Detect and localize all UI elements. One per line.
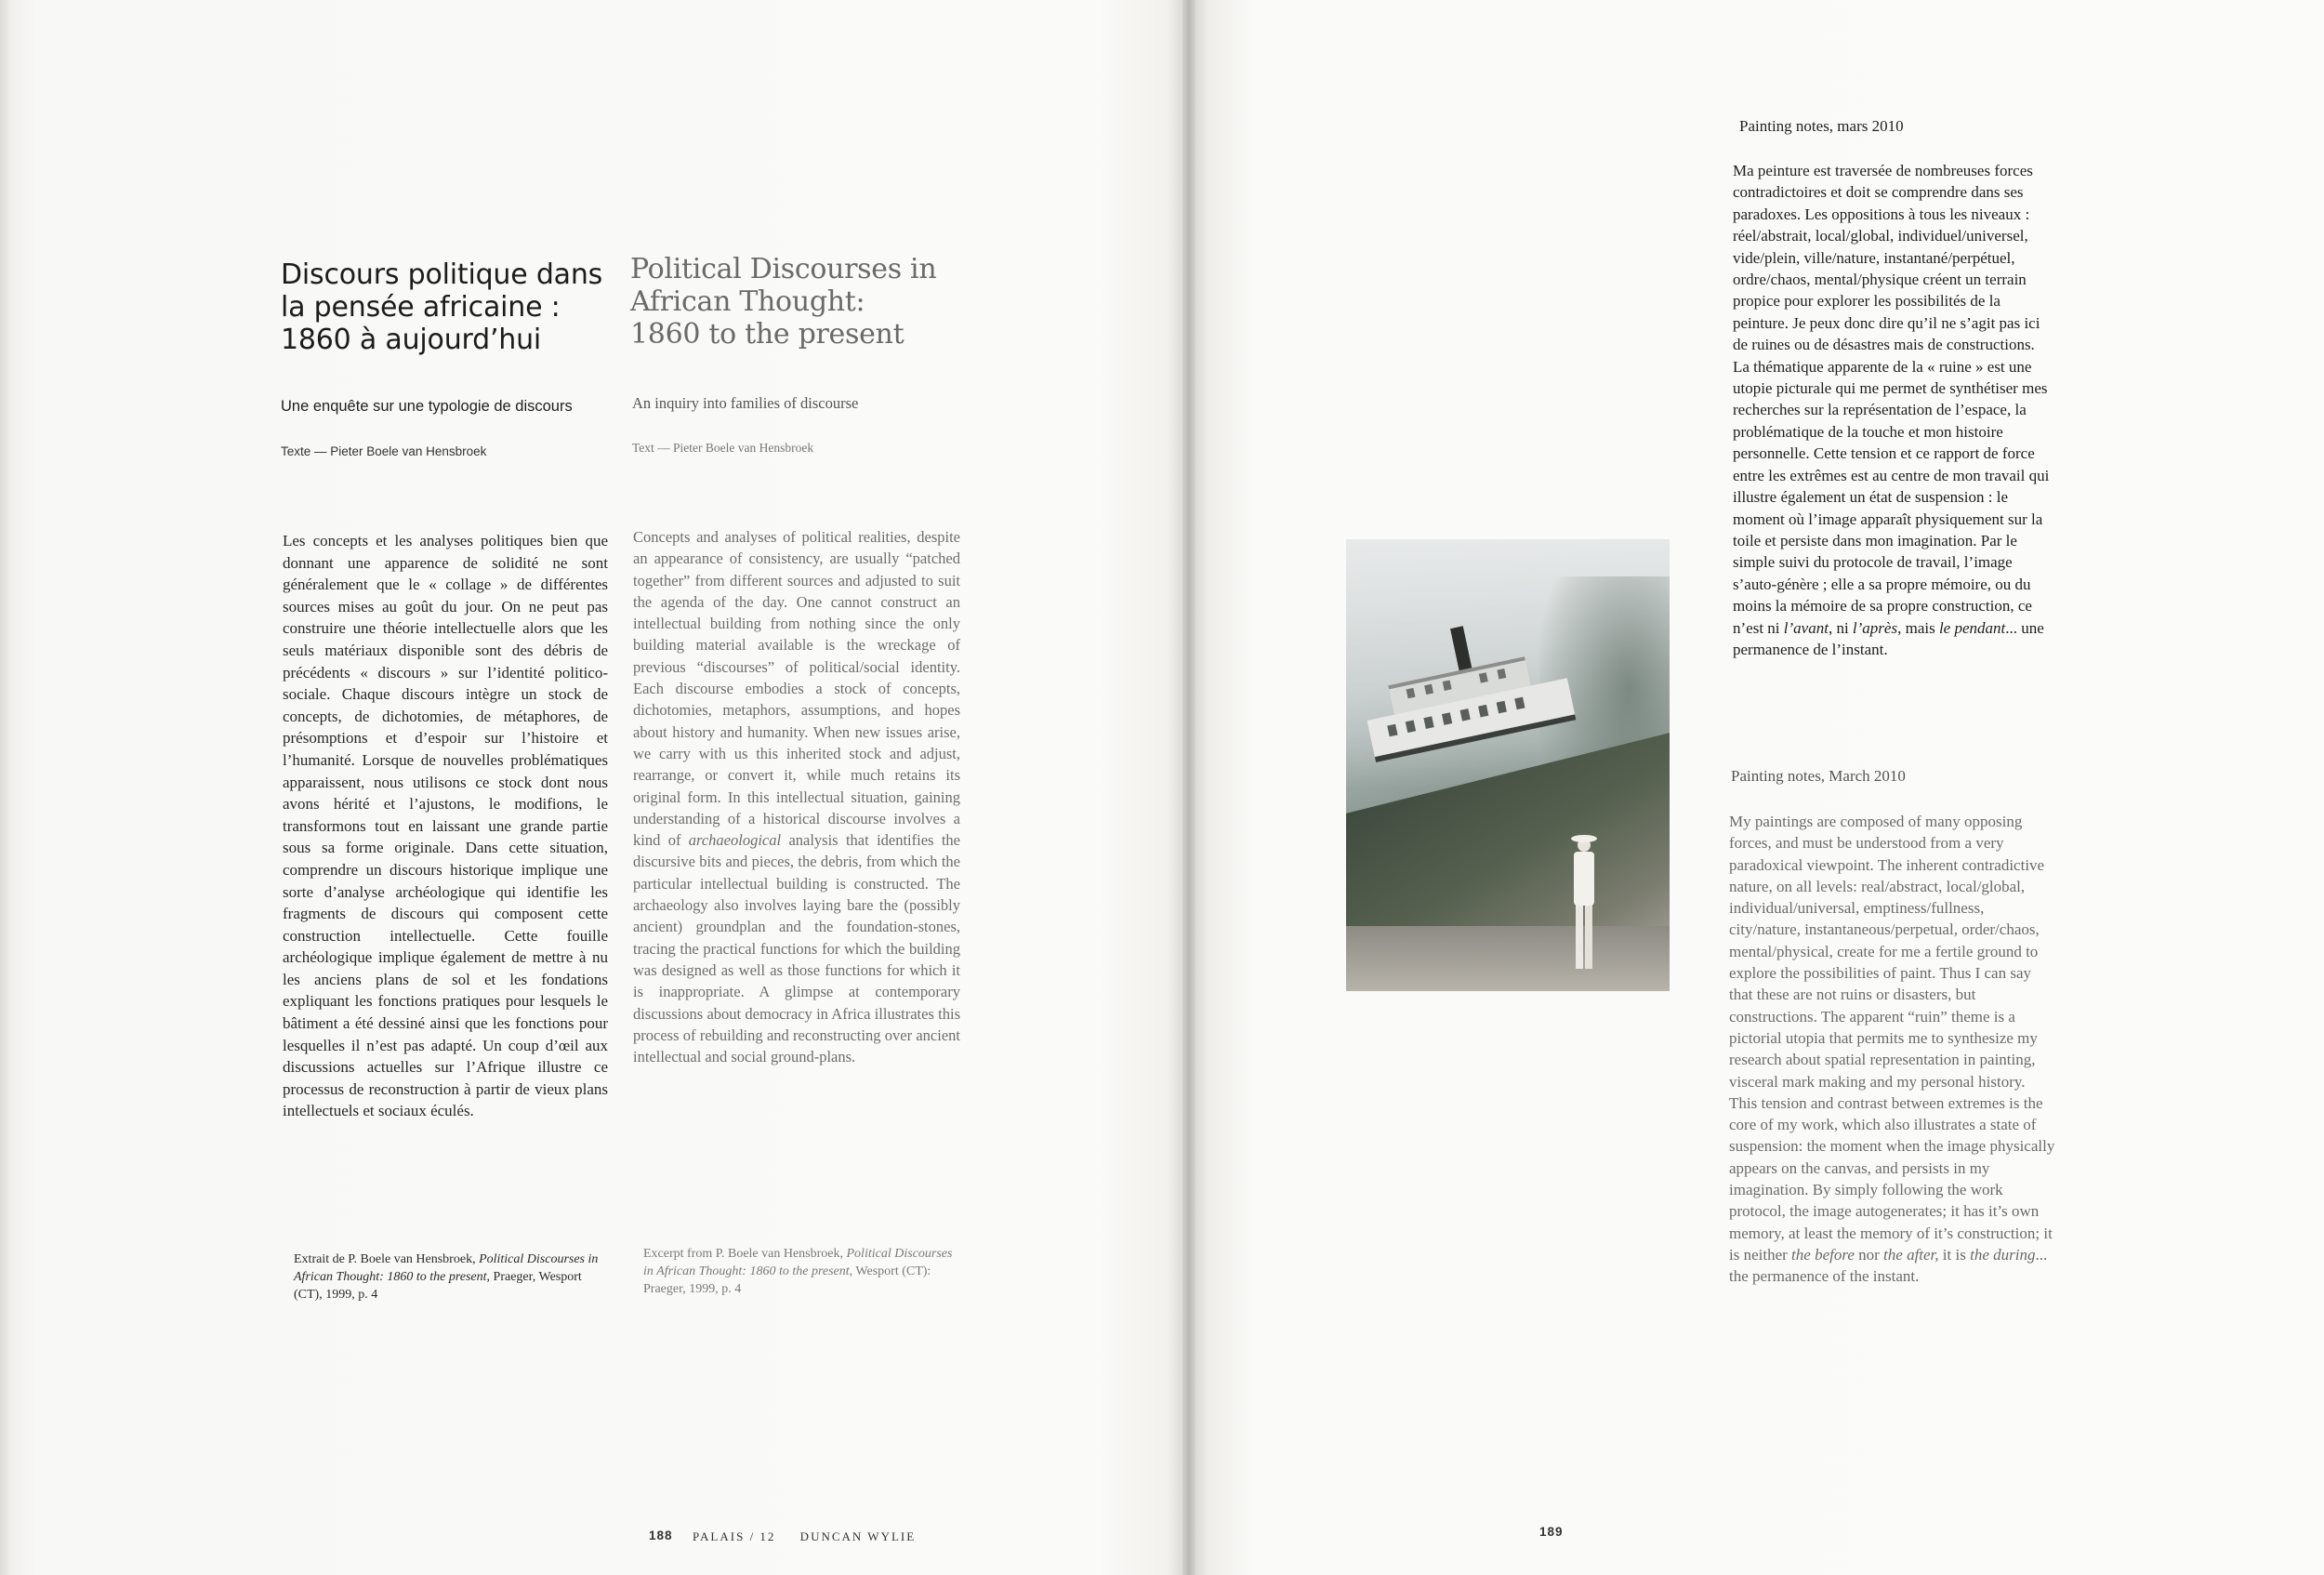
note-en-post: , Wesport (CT): Praeger, 1999, p. 4 [643, 1264, 931, 1296]
author-credit-fr: Texte — Pieter Boele van Hensbroek [281, 444, 487, 458]
title-fr-line: 1860 à aujourd’hui [281, 324, 542, 356]
running-head: PALAIS / 12 DUNCAN WYLIE [693, 1529, 917, 1543]
book-gutter [1182, 0, 1195, 1575]
body-en-part: Concepts and analyses of political realities, despite an appearance of consistency, are usually “patched together” from different sources and adjusted to suit the agenda of the day. One cannot construct an intellectual building from nothing since the only building material available is the wreckage of previous “discourses” of political/social identity. Each discourse embodies a stock of concepts, dichotomies, metaphors, assumptions, and hopes about history and humanity. When new issues arise, we carry with us this inherited stock and adjust, rearrange, or convert it, while much retains its original form. In this intellectual situation, gaining understanding of a historical discourse involves a kind of [633, 528, 960, 850]
en-part: it is [1938, 1245, 1971, 1264]
fr-emphasis: le pendant [1938, 618, 2006, 637]
en-paragraph-1: My paintings are composed of many opposing forces, and must be understood from a very paradoxical viewpoint. The inherent contradictive nature, on all levels: real/abstract, local/global, individual/universal, emptiness/fullness, city/nature, instantaneous/perpetual, order/chaos, mental/physical, create for me a fertile ground to explore the possibilities of paint. Thus I can say that these are not ruins or disasters, but constructions. The apparent “ruin” theme is a pictorial utopia that permits me to synthesize my research about spatial representation in painting, visceral mark making and my personal history. [1729, 813, 2045, 1091]
body-text-fr: Les concepts et les analyses politiques bien que donnant une apparence de solidité ne sont généralement que le « collage » de différentes sources mises au goût du jour. On ne peut pas construire une théorie intellectuelle alors que les seuls matériaux disponible sont des débris de précédents « discours » sur l’identité politico-sociale. Chaque discours intègre un stock de concepts, de dichotomies, de métaphores, de présomptions et d’espoir sur l’histoire et l’humanité. Lorsque de nouvelles problématiques apparaissent, nous utilisons ce stock dont nous avons hérité et l’ajustons, le modifions, le transformons tout en laissant une grande partie sous sa forme originale. Dans cette situation, comprendre un discours historique implique une sorte d’analyse archéologique qui identifie les fragments de discours qui composent cette construction intellectuelle. Cette fouille archéologique implique également de mettre à nu les anciens plans de sol et les fondations expliquant les fonctions pratiques pour lesquels le bâtiment a été dessiné ainsi que les fonctions pour lesquelles il n’est pas adapté. Un coup d’œil aux discussions actuelles sur l’Afrique illustre ce processus de reconstruction à partir de vieux plans intellectuels et sociaux éculés. [283, 532, 608, 1120]
note-fr-title: Political Discourses in African Thought: 1860 to the present [294, 1252, 599, 1284]
en-paragraph-2 [1729, 1092, 2056, 1288]
note-fr-post: , Praeger, Wesport (CT), 1999, p. 4 [294, 1270, 582, 1302]
en-part: nor [1854, 1245, 1884, 1264]
painting-notes-heading-fr: Painting notes, mars 2010 [1739, 117, 1904, 135]
note-en-pre: Excerpt from P. Boele van Hensbroek, [643, 1247, 847, 1261]
painting-notes-heading-en: Painting notes, March 2010 [1731, 767, 1906, 785]
man-body [1574, 852, 1594, 906]
fr-part: Ma peinture est traversée de nombreuses forces contradictoires et doit se comprendre dans ses paradoxes. Les oppositions à tous les niveaux : réel/abstrait, local/global, individuel/universel, vide/plein, ville/nature, instantané/perpétuel, ordre/chaos, mental/physique créent un terrain propice pour explorer les possibilités de la peinture. Je peux donc dire qu’il ne s’agit pas ici de ruines ou de désastres mais de constructions. La thématique apparente de la « ruine » est une utopie picturale qui me permet de synthétiser mes recherches sur la représentation de l’espace, la problématique de la touche et mon histoire personnelle. Cette tension et ce rapport de force entre les extrêmes est au centre de mon travail qui illustre également un état de suspension : le moment où l’image apparaît physiquement sur la toile et persiste dans mon imagination. Par le simple suivi du protocole de travail, l’image s’auto-génère ; elle a sa propre mémoire, ou du moins la mémoire de sa propre construction, ce n’est ni [1733, 162, 2050, 637]
man-hat [1571, 835, 1597, 842]
subtitle-fr: Une enquête sur une typologie de discours [281, 398, 573, 415]
photo-ground [1346, 926, 1670, 991]
title-fr-line: la pensée africaine : [281, 291, 561, 324]
painting-notes-text-en [1729, 811, 2056, 1288]
footnote-en [643, 1245, 959, 1298]
fr-part: , ni [1828, 618, 1853, 637]
subtitle-en: An inquiry into families of discourse [632, 394, 859, 412]
body-en-part: analysis that identifies the discursive bits and pieces, the debris, from which the particular intellectual building is constructed. The archaeology also involves laying bare the (possibly ancient) groundplan and the foundation-stones, tracing the practical functions for which the building was designed as well as those functions for which it is inappropriate. A glimpse at contemporary discussions about democracy in Africa illustrates this process of rebuilding and reconstructing over ancient intellectual and social ground-plans. [633, 831, 960, 1066]
page-number-left: 188 [649, 1529, 673, 1542]
fr-emphasis: l’après [1852, 618, 1898, 637]
body-text-en [633, 526, 960, 1067]
fr-part: , mais [1897, 618, 1939, 637]
en-emphasis: the during [1970, 1245, 2036, 1264]
en-emphasis: the before [1791, 1245, 1855, 1264]
body-en-emphasis: archaeological [688, 831, 782, 850]
fr-part: ... une permanence de l’instant. [1733, 618, 2044, 658]
title-en-line: African Thought: [630, 285, 865, 318]
man-leg [1576, 904, 1583, 969]
en-part: This tension and contrast between extremes is the core of my work, which also illustrates a state of suspension: the moment when the image physically appears on the canvas, and persists in my imagination. By simply following the work protocol, the image autogenerates; it has it’s own memory, at least the memory of it’s construction; it is neither [1729, 1093, 2055, 1264]
article-title-fr [281, 258, 615, 356]
photo-standing-man [1567, 835, 1601, 974]
title-en-line: 1860 to the present [630, 318, 905, 351]
painting-notes-text-fr [1733, 160, 2053, 660]
photograph-riverboat [1346, 539, 1670, 991]
note-en-title: Political Discourses in African Thought: 1860 to the present [643, 1247, 953, 1278]
author-credit-en: Text — Pieter Boele van Hensbroek [632, 441, 814, 455]
title-en-line: Political Discourses in [630, 253, 937, 285]
note-fr-pre: Extrait de P. Boele van Hensbroek, [294, 1252, 480, 1266]
page-number-right: 189 [1539, 1525, 1564, 1539]
footnote-fr [294, 1251, 601, 1304]
article-title-en [630, 253, 965, 351]
title-fr-line: Discours politique dans [281, 258, 603, 291]
en-emphasis: the after, [1883, 1245, 1939, 1264]
en-part: ... the permanence of the instant. [1729, 1245, 2048, 1286]
fr-emphasis: l’avant [1783, 618, 1829, 637]
man-leg [1585, 904, 1592, 969]
